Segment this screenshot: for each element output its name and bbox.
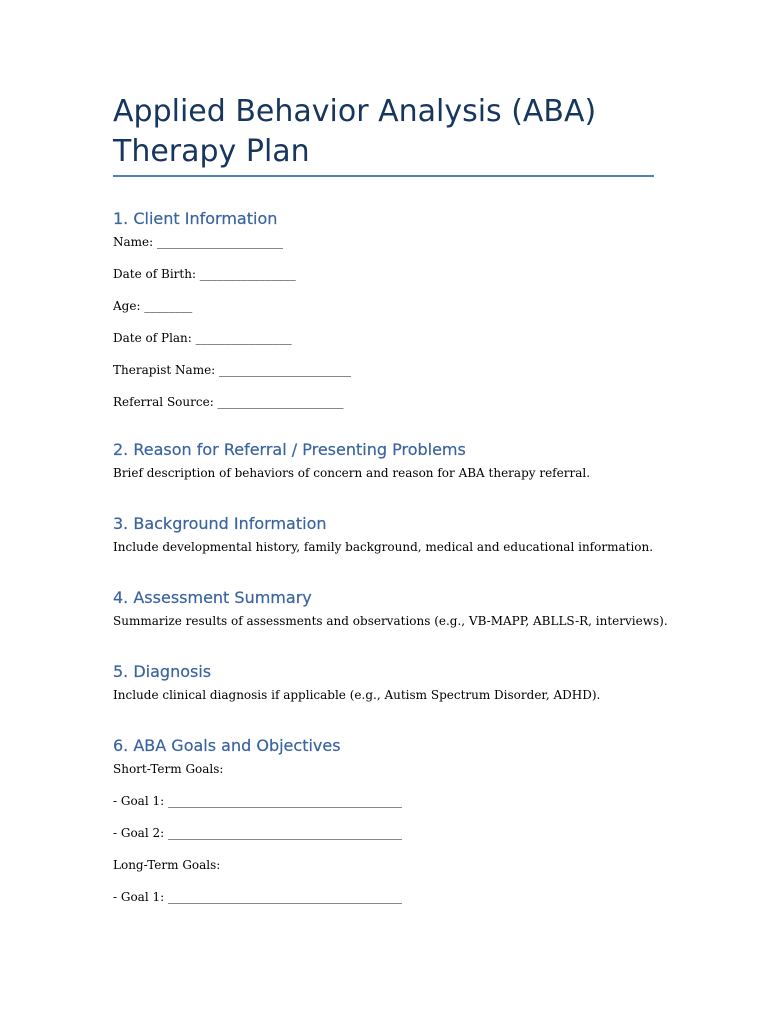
section-heading: 1. Client Information — [113, 209, 278, 228]
document-title — [113, 92, 654, 177]
section-assessment-summary — [113, 587, 668, 629]
section-aba-goals — [113, 735, 658, 905]
short-term-goal-2: - Goal 2: _______________________________________ — [113, 826, 402, 840]
field-date-of-birth: Date of Birth: ________________ — [113, 267, 296, 281]
section-diagnosis — [113, 661, 658, 703]
field-age: Age: ________ — [113, 299, 193, 313]
document-content — [113, 92, 668, 905]
document-title-line-1: Applied Behavior Analysis (ABA) — [113, 94, 597, 129]
long-term-goal-1: - Goal 1: _______________________________________ — [113, 890, 402, 904]
section-text: Brief description of behaviors of concern and reason for ABA therapy referral. — [113, 466, 591, 480]
section-client-information — [113, 208, 658, 410]
section-background-information — [113, 513, 658, 555]
field-therapist-name: Therapist Name: ______________________ — [113, 363, 352, 377]
short-term-goal-1: - Goal 1: _______________________________________ — [113, 794, 402, 808]
document-title-line-2: Therapy Plan — [113, 134, 310, 169]
section-text: Include developmental history, family background, medical and educational information. — [113, 540, 654, 554]
short-term-goals-label: Short-Term Goals: — [113, 762, 224, 776]
section-heading: 6. ABA Goals and Objectives — [113, 736, 341, 755]
section-reason-for-referral — [113, 439, 658, 481]
section-text: Include clinical diagnosis if applicable (e.g., Autism Spectrum Disorder, ADHD). — [113, 688, 601, 702]
section-heading: 3. Background Information — [113, 514, 327, 533]
section-heading: 4. Assessment Summary — [113, 588, 312, 607]
long-term-goals-label: Long-Term Goals: — [113, 858, 221, 872]
section-text: Summarize results of assessments and observations (e.g., VB-MAPP, ABLLS-R, interviews). — [113, 614, 668, 628]
field-referral-source: Referral Source: _____________________ — [113, 395, 344, 409]
section-heading: 5. Diagnosis — [113, 662, 212, 681]
field-name: Name: _____________________ — [113, 235, 283, 249]
section-heading: 2. Reason for Referral / Presenting Problems — [113, 440, 466, 459]
field-date-of-plan: Date of Plan: ________________ — [113, 331, 292, 345]
